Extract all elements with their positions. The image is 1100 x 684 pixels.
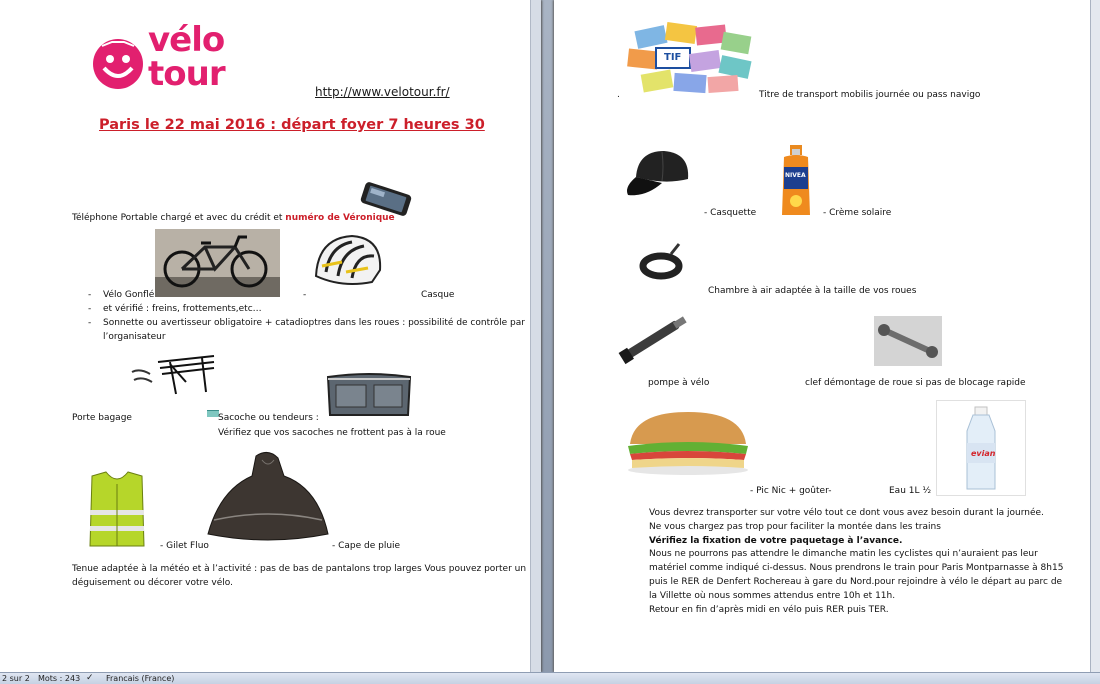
creme-label: - Crème solaire: [823, 208, 892, 218]
status-page[interactable]: 2 sur 2: [2, 674, 30, 683]
status-language[interactable]: Francais (France): [106, 674, 175, 683]
pannier-image: [324, 371, 414, 419]
casque-label: Casque: [421, 290, 455, 300]
para-line-6: puis le RER de Denfert Rochereau à gare du Nord.pour rejoindre à vélo le départ au parc de: [649, 577, 1063, 587]
para-line-5: matériel comme indiqué ci-dessus. Nous prendrons le train pour Paris Montparnasse à 8h15: [649, 563, 1064, 573]
verifiez-sacoches: Vérifiez que vos sacoches ne frottent pas à la roue: [218, 428, 446, 438]
bullet-dash-3: -: [88, 318, 92, 328]
casquette-label: - Casquette: [704, 208, 757, 218]
bike-photo: [155, 229, 280, 297]
proofing-icon[interactable]: ✓: [86, 673, 94, 683]
wrench-image: [874, 316, 942, 366]
phone-highlight: numéro de Véronique: [285, 213, 395, 223]
para-line-4: Nous ne pourrons pas attendre le dimanche matin les cyclistes qui n’auraient pas leur: [649, 549, 1038, 559]
velotour-logo: [92, 20, 257, 96]
safety-vest-image: [88, 470, 146, 548]
vertical-scrollbar[interactable]: [1090, 0, 1100, 672]
status-words[interactable]: Mots : 243: [38, 674, 81, 683]
rain-cape-image: [206, 450, 330, 546]
sunscreen-image: [779, 145, 813, 217]
bullet-sonnette-2: l’organisateur: [103, 332, 166, 342]
phone-line: [72, 212, 395, 224]
page-2: [554, 0, 1090, 672]
helmet-image: [312, 232, 384, 290]
para-line-7: la Villette où nous sommes attendus entre 10h et 11h.: [649, 591, 896, 601]
website-link[interactable]: http://www.velotour.fr/: [315, 85, 450, 99]
gilet-label: - Gilet Fluo: [160, 541, 209, 551]
para-line-2: Ne vous chargez pas trop pour faciliter la montée dans les trains: [649, 522, 941, 532]
sacoche-label: Sacoche ou tendeurs :: [218, 413, 319, 423]
water-bottle-image: [936, 400, 1026, 496]
para-line-1: Vous devrez transporter sur votre vélo tout ce dont vous avez besoin durant la journée.: [649, 508, 1044, 518]
porte-bagage-label: Porte bagage: [72, 413, 132, 423]
page-1-edge: [530, 0, 541, 672]
eau-label: Eau 1L ½: [889, 486, 932, 496]
logo-line1: vélo: [148, 20, 225, 60]
inner-tube-image: [639, 240, 687, 280]
bullet-verifie: et vérifié : freins, frottements,etc…: [103, 304, 262, 314]
bullet-sonnette-1: Sonnette ou avertisseur obligatoire + catadioptres dans les roues : possibilité de contrôle par: [103, 318, 525, 328]
bullet-dash-mid: -: [303, 290, 307, 300]
rack-image: [130, 352, 218, 396]
bullet-dash-2: -: [88, 304, 92, 314]
tenue-line-1: Tenue adaptée à la météo et à l’activité : pas de bas de pantalons trop larges Vous pouvez porter un: [72, 564, 527, 574]
chambre-label: Chambre à air adaptée à la taille de vos roues: [708, 286, 917, 296]
transport-tickets-image: [626, 20, 756, 96]
cape-label: - Cape de pluie: [332, 541, 401, 551]
logo-line2: tour: [148, 54, 225, 94]
tickets-label: TIF: [664, 52, 682, 63]
phone-text: Téléphone Portable chargé et avec du crédit et: [72, 213, 286, 223]
sandwich-image: [624, 404, 752, 476]
water-brand: evian: [971, 449, 996, 458]
tenue-line-2: déguisement ou décorer votre vélo.: [72, 578, 234, 588]
sunscreen-brand: NIVEA: [785, 172, 806, 179]
picnic-label: - Pic Nic + goûter-: [750, 486, 832, 496]
pompe-label: pompe à vélo: [648, 378, 710, 388]
clef-label: clef démontage de roue si pas de blocage rapide: [805, 378, 1026, 388]
pump-image: [616, 308, 692, 368]
bullet-velo-gonfle: Vélo Gonflé: [103, 290, 155, 300]
para-line-3: Vérifiez la fixation de votre paquetage à l’avance.: [649, 536, 903, 546]
page-1: [0, 0, 541, 672]
cap-image: [624, 147, 694, 199]
page-title: Paris le 22 mai 2016 : départ foyer 7 heures 30: [99, 117, 485, 133]
bullet-dash-1: -: [88, 290, 92, 300]
status-bar: [0, 672, 1100, 684]
titre-transport: Titre de transport mobilis journée ou pass navigo: [759, 90, 981, 100]
para-line-8: Retour en fin d’après midi en vélo puis RER puis TER.: [649, 605, 889, 615]
dot-mark: .: [617, 90, 620, 100]
